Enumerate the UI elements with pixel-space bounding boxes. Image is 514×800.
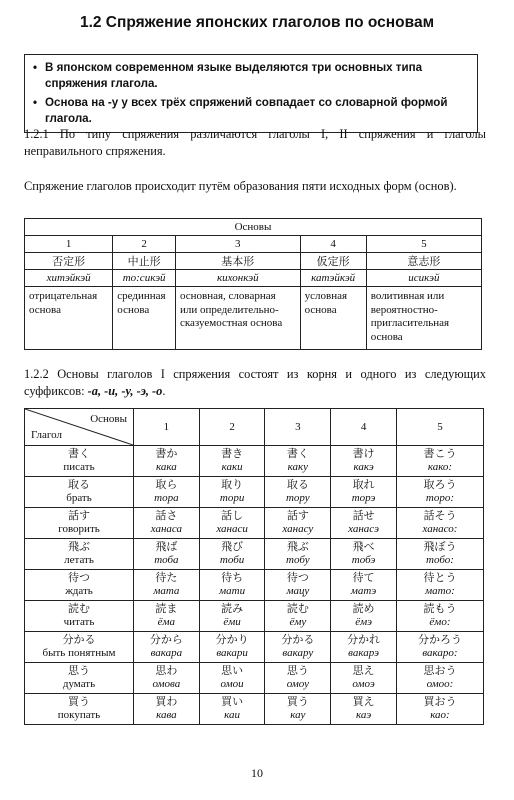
verb-row [25, 446, 484, 477]
conjugation-cell [331, 539, 397, 570]
conjugation-cell [396, 663, 483, 694]
form-transcription: омоо: [426, 678, 454, 690]
form-kana: 取ら [155, 479, 178, 491]
form-kana: 待ち [221, 572, 244, 584]
form-kana: 読もう [423, 603, 457, 615]
form-transcription: ёмэ [355, 616, 372, 628]
form-transcription: каи [224, 709, 241, 721]
stem-kanji: 否定形 [25, 253, 113, 270]
form-kana: 取る [286, 479, 309, 491]
conjugation-cell [331, 477, 397, 508]
conjugation-cell [199, 601, 265, 632]
verb-cell [25, 477, 134, 508]
form-kana: 話す [286, 510, 309, 522]
verb-cell [25, 694, 134, 725]
form-kana: 話せ [352, 510, 375, 522]
form-transcription: омова [152, 678, 181, 690]
conjugation-cell [331, 508, 397, 539]
form-kana: 分かり [215, 634, 249, 646]
form-kana: 分から [149, 634, 183, 646]
form-kana: 読ま [155, 603, 178, 615]
form-transcription: вакару [282, 647, 314, 659]
page-title: 1.2 Спряжение японских глаголов по основам [79, 14, 435, 31]
page-number: 10 [251, 766, 263, 780]
form-transcription: торо: [425, 492, 455, 504]
form-kana: 思おう [423, 665, 457, 677]
stem-kanji: 基本形 [175, 253, 300, 270]
conjugation-cell [396, 632, 483, 663]
form-kana: 飛ば [155, 541, 178, 553]
form-transcription: тобу [286, 554, 310, 566]
form-transcription: тора [154, 492, 179, 504]
paragraph-1-2-2: 1.2.2 Основы глаголов I спряжения состоят из корня и одного из следующих суффиксов: -а, -и, -у, -э, -о. [24, 367, 486, 398]
form-kana: 分かる [281, 634, 315, 646]
form-transcription: вакаро: [422, 647, 458, 659]
conjugation-cell [265, 539, 331, 570]
conjugation-cell [199, 570, 265, 601]
stem-number: 1 [25, 236, 113, 253]
conjugation-cell [265, 663, 331, 694]
verb-russian: думать [62, 678, 96, 690]
table-corner-cell [25, 409, 134, 446]
verb-russian: писать [63, 461, 95, 473]
form-kana: 分かれ [347, 634, 381, 646]
form-transcription: кава [156, 709, 177, 721]
conjugation-cell [134, 570, 200, 601]
verb-row [25, 539, 484, 570]
form-transcription: вакарэ [348, 647, 379, 659]
form-kana: 飛ぶ [286, 541, 309, 553]
conjugation-cell [396, 446, 483, 477]
form-transcription: каэ [355, 709, 372, 721]
form-kana: 分かろう [417, 634, 462, 646]
form-transcription: каку [287, 461, 309, 473]
stem-description: условная основа [300, 287, 366, 350]
form-transcription: ёма [157, 616, 176, 628]
verb-japanese: 思う [68, 665, 90, 677]
verb-cell [25, 508, 134, 539]
stem-number: 4 [300, 236, 366, 253]
verb-row [25, 694, 484, 725]
conjugation-cell [134, 508, 200, 539]
stem-number: 3 [175, 236, 300, 253]
conjugation-cell [134, 632, 200, 663]
stem-number: 2 [113, 236, 176, 253]
conjugation-cell [134, 539, 200, 570]
conjugation-cell [396, 570, 483, 601]
form-kana: 書こう [423, 448, 457, 460]
form-transcription: тоба [154, 554, 179, 566]
verb-japanese: 書く [68, 448, 90, 460]
form-transcription: вакари [216, 647, 248, 659]
form-transcription: какэ [353, 461, 374, 473]
conjugation-cell [396, 477, 483, 508]
conjugation-cell [396, 601, 483, 632]
corner-label-stems: Основы [90, 413, 127, 425]
stem-column-header: 1 [134, 409, 200, 446]
conjugation-cell [331, 663, 397, 694]
conjugation-cell [396, 539, 483, 570]
form-kana: 話さ [155, 510, 178, 522]
conjugation-cell [396, 508, 483, 539]
form-kana: 読む [286, 603, 309, 615]
form-kana: 飛び [221, 541, 244, 553]
form-kana: 読み [221, 603, 244, 615]
corner-label-verb: Глагол [31, 429, 62, 441]
stem-description: основная, словарная или определительно-сказуемостная основа [175, 287, 300, 350]
form-kana: 買え [352, 696, 375, 708]
stem-kanji: 意志形 [366, 253, 481, 270]
stem-column-header: 5 [396, 409, 483, 446]
form-transcription: омои [220, 678, 244, 690]
stem-number: 5 [366, 236, 481, 253]
form-transcription: ёми [223, 616, 241, 628]
verb-russian: говорить [58, 523, 100, 535]
conjugation-cell [199, 632, 265, 663]
form-transcription: кау [290, 709, 306, 721]
verb-cell [25, 446, 134, 477]
form-transcription: мати [219, 585, 246, 597]
conjugation-cell [331, 694, 397, 725]
form-transcription: тору [285, 492, 310, 504]
verb-cell [25, 663, 134, 694]
conjugation-cell [199, 539, 265, 570]
form-kana: 書く [286, 448, 309, 460]
form-transcription: торэ [351, 492, 376, 504]
form-kana: 書か [155, 448, 178, 460]
form-transcription: ханасо: [422, 523, 458, 535]
form-kana: 取れ [352, 479, 375, 491]
paragraph-stems-intro: Спряжение глаголов происходит путём образования пяти исходных форм (основ). [24, 179, 457, 193]
conjugation-cell [265, 694, 331, 725]
verb-japanese: 飛ぶ [68, 541, 90, 553]
form-transcription: како: [427, 461, 453, 473]
stem-column-header: 4 [331, 409, 397, 446]
verb-row [25, 508, 484, 539]
verb-russian: читать [63, 616, 95, 628]
form-kana: 思わ [155, 665, 178, 677]
form-transcription: тори [219, 492, 245, 504]
conjugation-cell [331, 601, 397, 632]
stem-reading: то:сикэй [113, 270, 176, 287]
conjugation-cell [199, 508, 265, 539]
form-transcription: кака [155, 461, 177, 473]
form-kana: 買う [286, 696, 309, 708]
form-kana: 取り [221, 479, 244, 491]
verb-japanese: 買う [68, 696, 90, 708]
form-kana: 待て [352, 572, 375, 584]
verb-row [25, 663, 484, 694]
verb-row [25, 632, 484, 663]
verb-cell [25, 539, 134, 570]
stem-reading: хитэйкэй [25, 270, 113, 287]
form-kana: 待とう [423, 572, 457, 584]
conjugation-table [24, 408, 484, 725]
key-point: • В японском современном языке выделяются три основных типа спряжения глагола. [33, 60, 471, 92]
conjugation-cell [199, 694, 265, 725]
verb-russian: летать [64, 554, 94, 566]
stem-reading: исикэй [366, 270, 481, 287]
form-kana: 待た [155, 572, 178, 584]
verb-russian: брать [66, 492, 92, 504]
form-transcription: ханасу [282, 523, 314, 535]
key-points-box [24, 54, 478, 133]
conjugation-cell [265, 446, 331, 477]
form-kana: 思う [286, 665, 309, 677]
form-transcription: мато: [425, 585, 455, 597]
conjugation-cell [265, 632, 331, 663]
form-transcription: мацу [286, 585, 310, 597]
stem-reading: катэйкэй [300, 270, 366, 287]
conjugation-cell [331, 446, 397, 477]
verb-cell [25, 570, 134, 601]
form-transcription: омоэ [352, 678, 375, 690]
form-kana: 買い [221, 696, 244, 708]
verb-japanese: 取る [68, 479, 90, 491]
verb-russian: покупать [57, 709, 101, 721]
conjugation-cell [265, 570, 331, 601]
form-kana: 書け [352, 448, 375, 460]
conjugation-cell [199, 663, 265, 694]
key-point: • Основа на -у у всех трёх спряжений совпадает со словарной формой глагола. [33, 95, 471, 127]
stem-reading: кихонкэй [175, 270, 300, 287]
verb-cell [25, 601, 134, 632]
verb-cell [25, 632, 134, 663]
stem-column-header: 2 [199, 409, 265, 446]
form-kana: 書き [221, 448, 244, 460]
form-transcription: матэ [350, 585, 377, 597]
form-kana: 買おう [423, 696, 457, 708]
conjugation-cell [265, 477, 331, 508]
form-transcription: тобо: [426, 554, 454, 566]
verb-japanese: 待つ [68, 572, 90, 584]
form-transcription: као: [430, 709, 450, 721]
form-kana: 取ろう [423, 479, 457, 491]
form-transcription: вакара [150, 647, 183, 659]
form-transcription: омоу [286, 678, 309, 690]
stem-description: срединная основа [113, 287, 176, 350]
form-kana: 話し [221, 510, 244, 522]
conjugation-cell [199, 446, 265, 477]
form-transcription: ёму [289, 616, 307, 628]
stem-kanji: 仮定形 [300, 253, 366, 270]
form-kana: 飛べ [352, 541, 375, 553]
form-transcription: ёмо: [429, 616, 451, 628]
stem-kanji: 中止形 [113, 253, 176, 270]
conjugation-cell [265, 601, 331, 632]
conjugation-cell [331, 632, 397, 663]
stems-table-header: Основы [25, 219, 482, 236]
form-transcription: ханаса [150, 523, 183, 535]
form-transcription: ханасэ [348, 523, 380, 535]
verb-row [25, 601, 484, 632]
verb-russian: быть понятным [42, 647, 116, 659]
form-kana: 思え [352, 665, 375, 677]
conjugation-cell [134, 601, 200, 632]
verb-japanese: 話す [68, 510, 90, 522]
stem-column-header: 3 [265, 409, 331, 446]
form-transcription: каки [221, 461, 243, 473]
conjugation-cell [265, 508, 331, 539]
conjugation-cell [199, 477, 265, 508]
form-transcription: тобэ [351, 554, 376, 566]
verb-japanese: 読む [68, 603, 90, 615]
form-transcription: мата [153, 585, 180, 597]
form-transcription: ханаси [216, 523, 248, 535]
conjugation-cell [134, 446, 200, 477]
paragraph-1-2-1: 1.2.1 По типу спряжения различаются глаголы I, II спряжения и глаголы неправильного спряжения. [24, 127, 486, 158]
form-transcription: тоби [219, 554, 245, 566]
stem-description: волитивная или вероятностно-пригласительная основа [366, 287, 481, 350]
form-kana: 話そう [423, 510, 457, 522]
form-kana: 飛ぼう [423, 541, 457, 553]
stems-table [24, 218, 482, 350]
form-kana: 待つ [286, 572, 309, 584]
form-kana: 買わ [155, 696, 178, 708]
conjugation-cell [134, 694, 200, 725]
conjugation-cell [396, 694, 483, 725]
verb-row [25, 477, 484, 508]
conjugation-cell [331, 570, 397, 601]
verb-russian: ждать [65, 585, 93, 597]
stem-description: отрицательная основа [25, 287, 113, 350]
conjugation-cell [134, 477, 200, 508]
form-kana: 読め [352, 603, 375, 615]
conjugation-cell [134, 663, 200, 694]
verb-japanese: 分かる [62, 634, 96, 646]
verb-row [25, 570, 484, 601]
form-kana: 思い [221, 665, 244, 677]
